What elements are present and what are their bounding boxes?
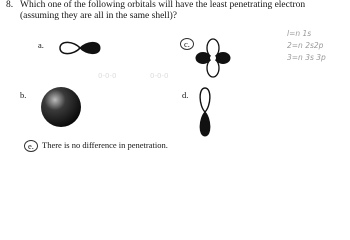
question-number: 8. — [6, 0, 14, 10]
p-orbital-vertical-icon — [196, 86, 214, 138]
p-orbital-icon — [58, 40, 102, 56]
question-text: Which one of the following orbitals will have the least penetrating electron (assuming they are all in the same shell)? — [20, 0, 306, 21]
faint-mark: 0-0-0 — [150, 72, 169, 80]
choice-a-label: a. — [38, 40, 44, 50]
choice-b-label: b. — [20, 90, 27, 100]
choice-d-label: d. — [182, 90, 189, 100]
handwritten-note: 3=n 3s 3p — [287, 53, 326, 62]
d-orbital-icon — [196, 38, 230, 78]
choice-c-label: c. — [180, 38, 194, 50]
choice-e-label: e. — [24, 140, 38, 152]
handwritten-note: l=n 1s — [287, 29, 312, 38]
choice-e-text: There is no difference in penetration. — [42, 140, 168, 150]
handwritten-note: 2=n 2s2p — [287, 41, 324, 50]
faint-mark: 0-0-0 — [98, 72, 117, 80]
s-orbital-icon — [40, 86, 82, 128]
